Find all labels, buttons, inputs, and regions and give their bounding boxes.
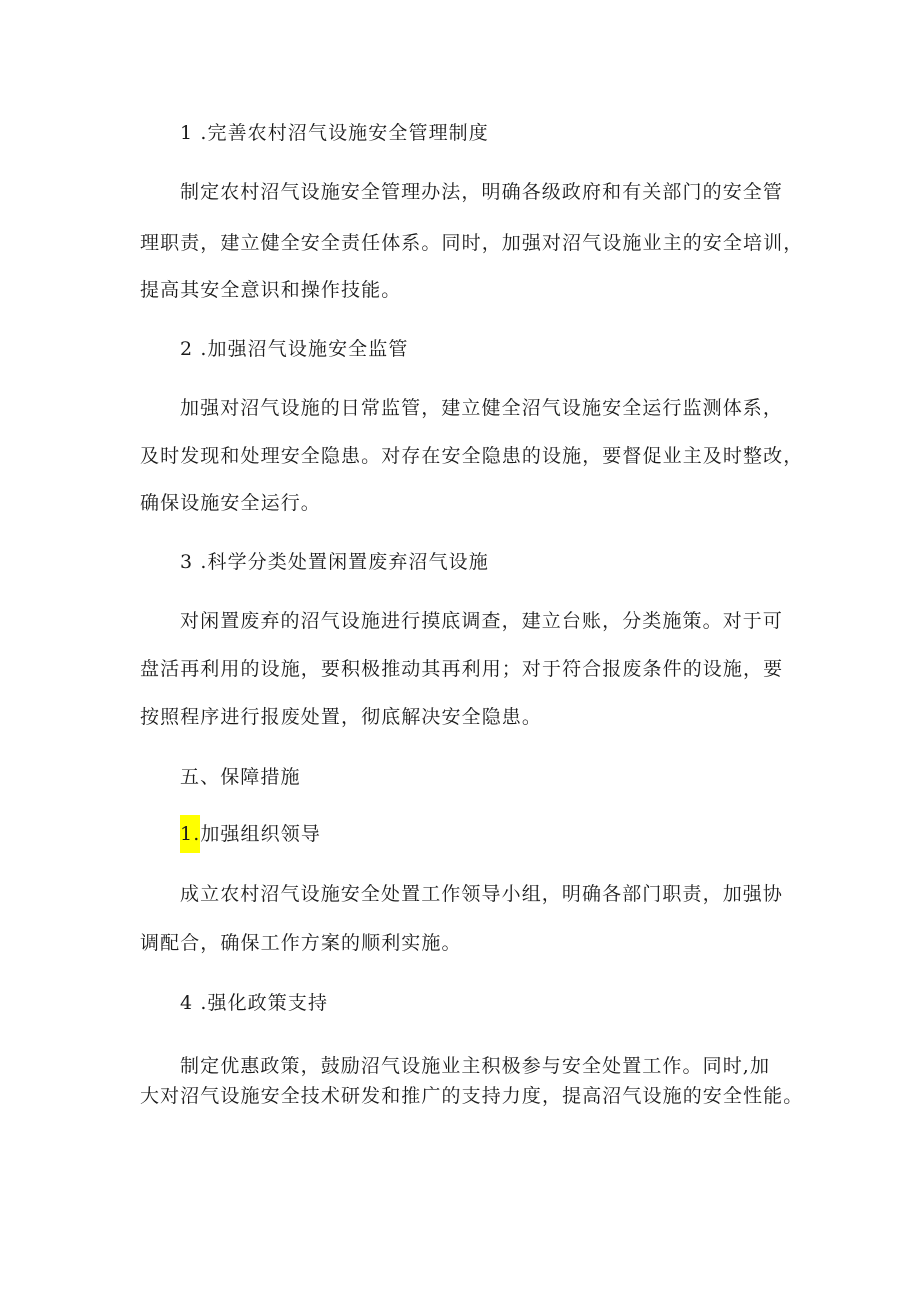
subsection-1-heading [180, 821, 321, 853]
subsection-4-line-2: 大对沼气设施安全技术研发和推广的支持力度，提高沼气设施的安全性能。 [140, 1085, 804, 1107]
section-heading-3: 3 .科学分类处置闲置废弃沼气设施 [180, 551, 489, 573]
section-3-line-1: 对闲置废弃的沼气设施进行摸底调查，建立台账，分类施策。对于可 [180, 610, 784, 632]
section-3-line-3: 按照程序进行报废处置，彻底解决安全隐患。 [140, 706, 543, 728]
section-2-line-3: 确保设施安全运行。 [140, 492, 321, 514]
section-3-line-2: 盘活再利用的设施，要积极推动其再利用；对于符合报废条件的设施，要 [140, 658, 784, 680]
section-1-line-2: 理职责，建立健全安全责任体系。同时，加强对沼气设施业主的安全培训， [140, 232, 804, 254]
section-heading-2: 2 .加强沼气设施安全监管 [180, 338, 409, 360]
section-2-line-1: 加强对沼气设施的日常监管，建立健全沼气设施安全运行监测体系， [180, 397, 784, 419]
highlighted-number: 1. [180, 815, 200, 853]
section-2-line-2: 及时发现和处理安全隐患。对存在安全隐患的设施，要督促业主及时整改， [140, 445, 804, 467]
subsection-4-line-1: 制定优惠政策，鼓励沼气设施业主积极参与安全处置工作。同时,加 [180, 1055, 771, 1077]
section-heading-1: 1 .完善农村沼气设施安全管理制度 [180, 122, 489, 144]
subsection-1-title: 加强组织领导 [200, 823, 321, 845]
subsection-1-line-1: 成立农村沼气设施安全处置工作领导小组，明确各部门职责，加强协 [180, 883, 784, 905]
subsection-4-heading: 4 .强化政策支持 [180, 992, 329, 1014]
section-1-line-1: 制定农村沼气设施安全管理办法，明确各级政府和有关部门的安全管 [180, 181, 784, 203]
section-1-line-3: 提高其安全意识和操作技能。 [140, 279, 402, 301]
subsection-1-line-2: 调配合，确保工作方案的顺利实施。 [140, 932, 462, 954]
chapter-heading: 五、保障措施 [180, 766, 301, 788]
